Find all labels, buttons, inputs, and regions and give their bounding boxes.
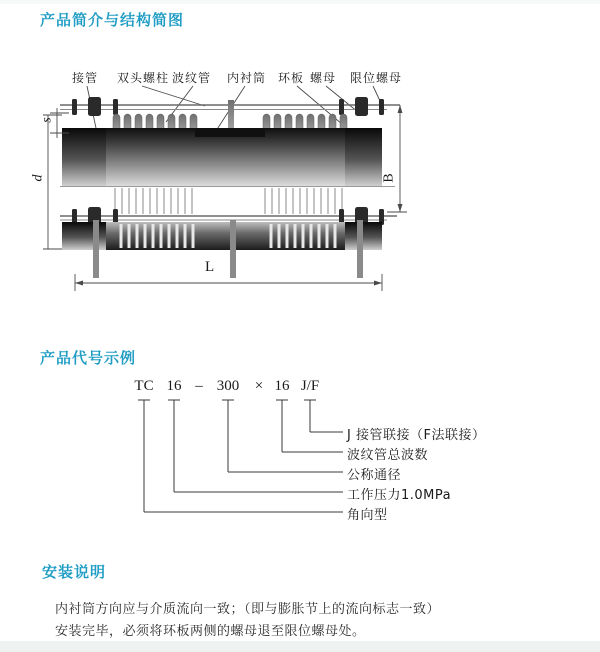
section-title-installation: 安装说明 xyxy=(42,563,107,581)
part-label-limit-nut: 限位螺母 xyxy=(350,71,403,85)
part-label-ring-plate: 环板 xyxy=(278,71,305,85)
product-code-diagram xyxy=(100,378,560,548)
expansion-joint-drawing xyxy=(35,62,455,307)
legend-angular-type: 角向型 xyxy=(347,508,388,523)
structure-diagram xyxy=(30,62,455,307)
code-token-type: TC xyxy=(134,378,154,394)
code-token-connection: J/F xyxy=(300,378,320,394)
legend-nominal-diameter: 公称通径 xyxy=(347,468,402,483)
legend-total-waves: 波纹管总波数 xyxy=(347,448,429,463)
code-connector-lines xyxy=(100,396,560,546)
legend-working-pressure: 工作压力1.0MPa xyxy=(347,488,452,503)
code-token-times: × xyxy=(254,378,264,394)
code-token-waves: 16 xyxy=(274,378,290,394)
installation-note-flow-direction: 内衬筒方向应与介质流向一致；（即与膨胀节上的流向标志一致） xyxy=(55,602,441,617)
page-bottom-border xyxy=(0,641,600,652)
code-token-pressure: 16 xyxy=(166,378,182,394)
dimension-label-B: B xyxy=(381,173,397,183)
part-label-nut: 螺母 xyxy=(310,71,337,85)
section-title-product-intro: 产品简介与结构简图 xyxy=(40,11,185,29)
dimension-label-L: L xyxy=(205,259,215,275)
part-label-double-end-stud: 双头螺柱 xyxy=(117,71,170,85)
installation-note-nut-position: 安装完毕，必须将环板两侧的螺母退至限位螺母处。 xyxy=(55,624,366,639)
code-token-dash: – xyxy=(195,378,203,394)
part-label-connecting-pipe: 接管 xyxy=(72,71,99,85)
legend-connection-type: J 接管联接（F法联接） xyxy=(347,428,486,443)
dimension-label-s: s xyxy=(39,117,55,123)
part-label-inner-liner: 内衬筒 xyxy=(227,71,267,85)
section-title-product-code: 产品代号示例 xyxy=(40,349,137,367)
code-token-diameter: 300 xyxy=(216,378,240,394)
part-label-bellows: 波纹管 xyxy=(172,71,212,85)
dimension-label-d: d xyxy=(30,174,46,182)
page-top-border xyxy=(0,0,600,4)
